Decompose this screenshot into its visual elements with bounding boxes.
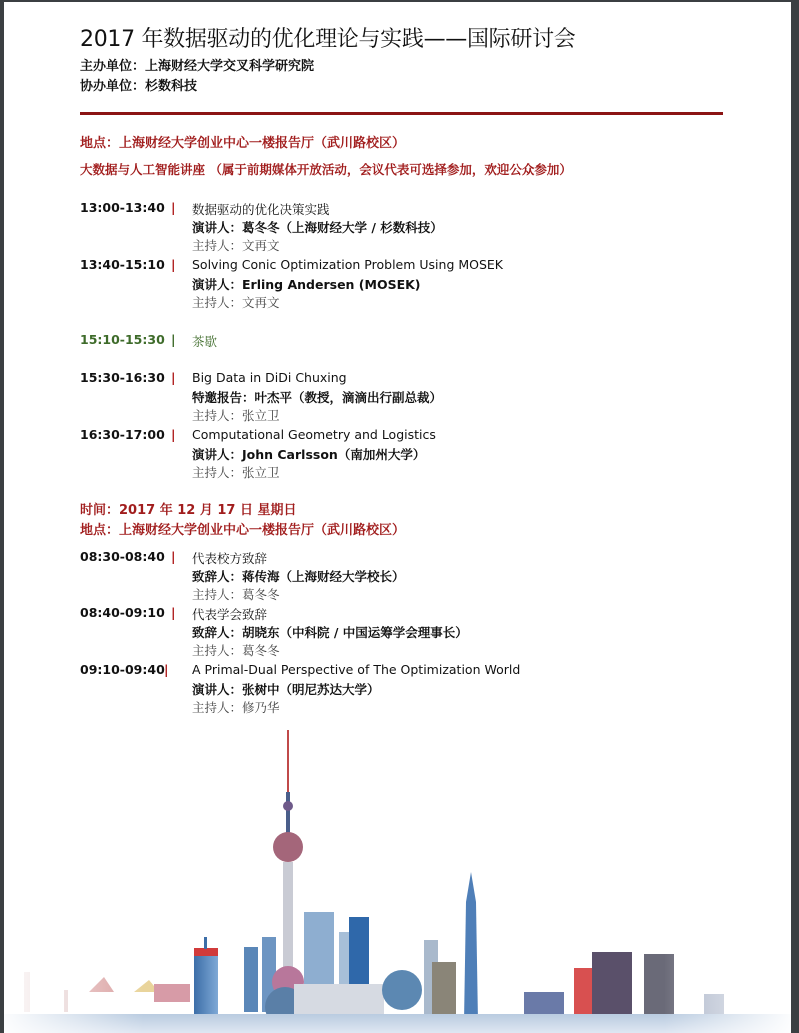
session-speaker-row [80,680,680,698]
separator: | [171,257,176,272]
session-speaker-row [80,567,680,585]
separator: | [171,332,176,347]
session-row [80,257,680,275]
break-row [80,332,680,350]
co-organizer: 协办单位：杉数科技 [80,79,198,94]
session-title: A Primal-Dual Perspective of The Optimization World [192,662,521,677]
break-title: 茶歇 [192,334,218,349]
session-host: 主持人：文再文 [192,238,280,253]
separator: | [171,370,176,385]
session-speaker: 演讲人：张树中（明尼苏达大学） [192,682,380,697]
session-title: Computational Geometry and Logistics [192,427,436,442]
session-time: 15:30-16:30 [80,370,165,385]
convention-center [294,984,384,1014]
session-row [80,549,680,567]
section2-location: 地点：上海财经大学创业中心一楼报告厅（武川路校区） [80,523,406,538]
session-host-row [80,698,680,716]
separator: | [171,549,176,564]
session-speaker-row [80,388,680,406]
session-host-row [80,641,680,659]
session-title: Big Data in DiDi Chuxing [192,370,347,385]
session-host-row [80,463,680,481]
session-host: 主持人：修乃华 [192,700,280,715]
session-title: 代表学会致辞 [192,607,268,622]
session-host: 主持人：文再文 [192,295,280,310]
session-speaker-row [80,218,680,236]
session-speaker-row [80,275,680,293]
session-title: 代表校方致辞 [192,551,268,566]
divider [80,112,723,115]
building [244,947,258,1012]
session-row [80,370,680,388]
page-title: 2017 年数据驱动的优化理论与实践——国际研讨会 [80,27,576,52]
session-host-row [80,585,680,603]
session-row [80,662,680,680]
separator: | [171,200,176,215]
session-host-row [80,293,680,311]
session-speaker-row [80,445,680,463]
session-speaker: 特邀报告：叶杰平（教授，滴滴出行副总裁） [192,390,443,405]
session-row [80,200,680,218]
separator: | [171,427,176,442]
session-host: 主持人：葛冬冬 [192,643,280,658]
session-speaker: 演讲人：Erling Andersen (MOSEK) [192,277,421,292]
session-time: 13:00-13:40 [80,200,165,215]
session-speaker-row [80,623,680,641]
session-row [80,605,680,623]
separator: | [164,662,169,677]
session-speaker: 演讲人：John Carlsson（南加州大学） [192,447,426,462]
session-host: 主持人：张立卫 [192,408,280,423]
session-speaker: 致辞人：胡晓东（中科院 / 中国运筹学会理事长） [192,625,468,640]
session-time: 08:40-09:10 [80,605,165,620]
session-speaker: 致辞人：蒋传海（上海财经大学校长） [192,569,405,584]
section1-subtitle: 大数据与人工智能讲座 （属于前期媒体开放活动，会议代表可选择参加，欢迎公众参加） [80,162,572,177]
session-host: 主持人：张立卫 [192,465,280,480]
session-row [80,427,680,445]
session-speaker: 演讲人：葛冬冬（上海财经大学 / 杉数科技） [192,220,443,235]
building [194,954,218,1014]
session-time: 08:30-08:40 [80,549,165,564]
session-title: Solving Conic Optimization Problem Using MOSEK [192,257,504,272]
session-time: 13:40-15:10 [80,257,165,272]
session-host: 主持人：葛冬冬 [192,587,280,602]
session-time: 15:10-15:30 [80,332,165,347]
separator: | [171,605,176,620]
session-host-row [80,236,680,254]
session-time: 16:30-17:00 [80,427,165,442]
skyline-illustration [4,722,791,1033]
section2-date: 时间：2017 年 12 月 17 日 星期日 [80,503,297,518]
session-title: 数据驱动的优化决策实践 [192,202,330,217]
document-page [4,2,791,1033]
jinmao-tower [464,872,478,1022]
session-time: 09:10-09:40 [80,662,165,677]
section1-location: 地点：上海财经大学创业中心一楼报告厅（武川路校区） [80,136,406,151]
organizer: 主办单位：上海财经大学交叉科学研究院 [80,59,315,74]
session-host-row [80,406,680,424]
